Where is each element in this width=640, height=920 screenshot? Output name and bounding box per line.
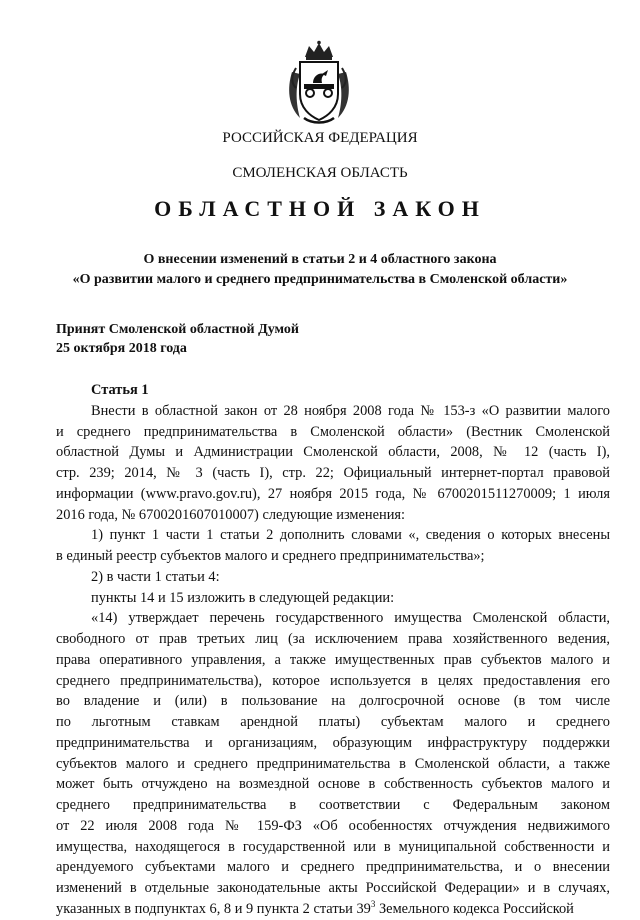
smolensk-coat-of-arms-icon xyxy=(286,40,352,126)
paragraph-line: пункты 14 и 15 изложить в следующей редакции: xyxy=(91,589,395,606)
paragraph-line: областной Думы и Администрации Смоленской области, 2008, № 12 (часть I), xyxy=(56,444,610,461)
paragraph-line: среднего предпринимательства), которое используется в целях предоставления его xyxy=(56,672,610,689)
paragraph-line: среднего предпринимательства в соответствии с Федеральным законом xyxy=(56,797,610,813)
paragraph-line: Внести в областной закон от 28 ноября 2008 года № 153-з «О развитии малого xyxy=(91,402,610,419)
paragraph-line: права оперативного управления, а также имущественных прав субъектов малого и xyxy=(56,651,610,668)
adopted-by: Принят Смоленской областной Думой xyxy=(56,322,299,337)
paragraph-line: по льготным ставкам арендной платы) субъектам малого и среднего xyxy=(56,714,610,730)
paragraph-line: предпринимательства и организациям, образующим инфраструктуру поддержки xyxy=(56,734,610,751)
paragraph-line-part: Земельного кодекса Российской xyxy=(378,900,574,917)
paragraph-line: во владение и (или) в пользование на долгосрочной основе (в том числе xyxy=(56,693,610,710)
paragraph-line: изменений в отдельные законодательные акты Российской Федерации» и в случаях, xyxy=(56,880,610,896)
paragraph-line: имущества, находящегося в государственной или в муниципальной собственности и xyxy=(56,838,610,855)
article-heading: Статья 1 xyxy=(91,382,149,398)
paragraph-line: 2016 года, № 6700201607010007) следующие изменения: xyxy=(56,506,406,523)
article-body xyxy=(56,380,610,920)
paragraph-line-part: указанных в подпунктах 6, 8 и 9 пункта 2 статьи 39 xyxy=(56,900,371,917)
adoption-date: 25 октября 2018 года xyxy=(56,341,187,356)
region-heading: СМОЛЕНСКАЯ ОБЛАСТЬ xyxy=(232,165,408,181)
paragraph-line: «14) утверждает перечень государственного имущества Смоленской области, xyxy=(91,610,610,627)
paragraph-line: от 22 июля 2008 года № 159-ФЗ «Об особенностях отчуждения недвижимого xyxy=(56,817,610,834)
subject-line-1: О внесении изменений в статьи 2 и 4 областного закона xyxy=(143,252,497,267)
country-heading: РОССИЙСКАЯ ФЕДЕРАЦИЯ xyxy=(222,130,418,146)
paragraph-line: стр. 239; 2014, № 3 (часть I), стр. 22; Официальный интернет-портал правовой xyxy=(56,465,610,481)
paragraph-line: в единый реестр субъектов малого и среднего предпринимательства»; xyxy=(56,548,485,564)
paragraph-line: и среднего предпринимательства в Смоленской области» (Вестник Смоленской xyxy=(56,423,610,440)
paragraph-line: информации (www.pravo.gov.ru), 27 ноября 2015 года, № 6700201511270009; 1 июля xyxy=(56,485,610,502)
subject-line-2: «О развитии малого и среднего предпринимательства в Смоленской области» xyxy=(72,272,568,287)
document-type-title: ОБЛАСТНОЙ ЗАКОН xyxy=(154,196,486,221)
paragraph-line-with-superscript xyxy=(56,899,610,920)
paragraph-line: 1) пункт 1 части 1 статьи 2 дополнить словами «, сведения о которых внесены xyxy=(91,527,610,544)
paragraph-line: свободного от прав третьих лиц (за исключением права хозяйственного ведения, xyxy=(56,631,610,647)
paragraph-line: 2) в части 1 статьи 4: xyxy=(91,568,220,585)
paragraph-line: может быть отчуждено на возмездной основе в собственность субъектов малого и xyxy=(56,776,610,793)
superscript-mark: 3 xyxy=(370,898,376,909)
paragraph-line: субъектов малого и среднего предпринимательства в Смоленской области, а также xyxy=(56,755,610,772)
paragraph-line: арендуемого субъектами малого и среднего предпринимательства, и о внесении xyxy=(56,859,610,876)
